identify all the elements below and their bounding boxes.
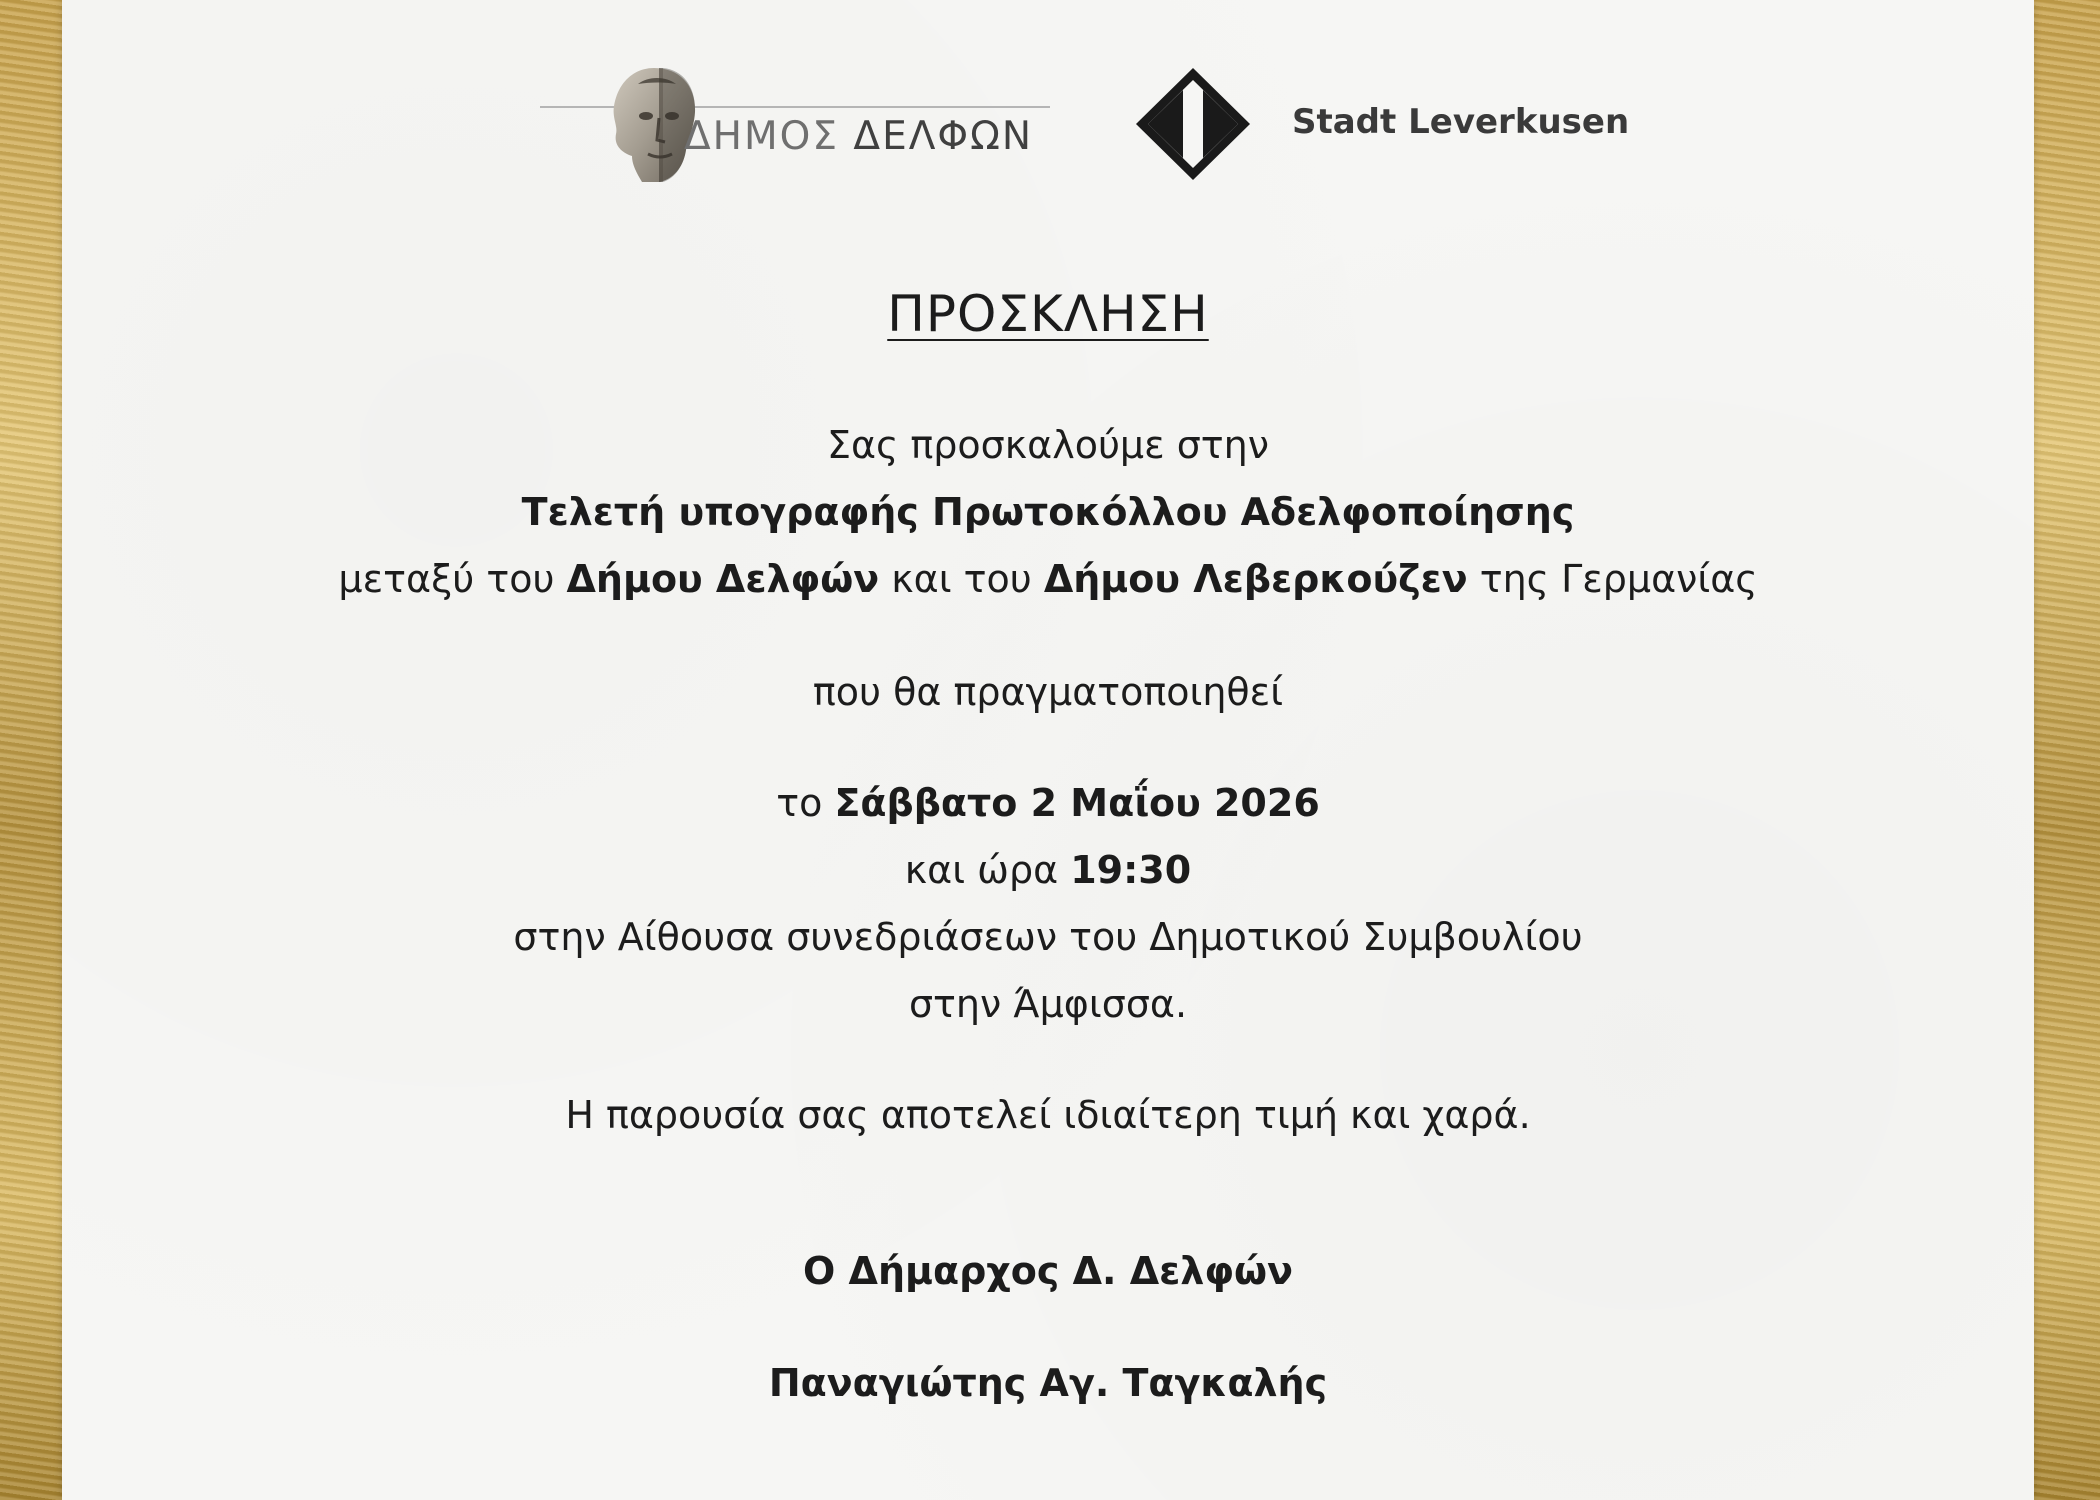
leverkusen-logo: [1134, 66, 1694, 182]
venue-line: στην Αίθουσα συνεδριάσεων του Δημοτικού Συμβουλίου: [513, 915, 1583, 959]
between-mid: και του: [879, 557, 1044, 601]
event-line: [62, 490, 2034, 534]
time-value: 19:30: [1070, 848, 1192, 892]
invitation-card: [62, 0, 2034, 1500]
closing-line: Η παρουσία σας αποτελεί ιδιαίτερη τιμή και χαρά.: [565, 1093, 1531, 1137]
will-take-place-line: που θα πραγματοποιηθεί: [812, 670, 1284, 714]
signature-role: [62, 1249, 2034, 1293]
gold-border-left: [0, 0, 62, 1500]
signature-role-text: Ο Δήμαρχος Δ. Δελφών: [803, 1249, 1293, 1293]
signature-name-text: Παναγιώτης Αγ. Ταγκαλής: [768, 1361, 1328, 1405]
between-pre: μεταξύ του: [338, 557, 567, 601]
invitation-title: ΠΡΟΣΚΛΗΣΗ: [887, 285, 1209, 343]
delphi-municipality-logo: [540, 62, 1115, 190]
date-pre: το: [776, 781, 835, 825]
time-pre: και ώρα: [904, 848, 1071, 892]
delphi-logo-name: ΔΕΛΦΩΝ: [853, 114, 1034, 159]
time-line: [62, 848, 2034, 892]
signature-name: [62, 1361, 2034, 1405]
gold-border-right: [2034, 0, 2100, 1500]
event-name: Τελετή υπογραφής Πρωτοκόλλου Αδελφοποίησης: [521, 490, 1575, 534]
leverkusen-logo-text: Stadt Leverkusen: [1292, 102, 1630, 142]
between-delphi: Δήμου Δελφών: [566, 557, 880, 601]
delphi-logo-prefix: ΔΗΜΟΣ: [684, 114, 854, 159]
between-post: της Γερμανίας: [1467, 557, 1758, 601]
date-line: [62, 781, 2034, 825]
between-leverkusen: Δήμου Λεβερκούζεν: [1043, 557, 1468, 601]
delphi-logo-text: [684, 114, 1033, 159]
between-line: [62, 557, 2034, 601]
place-line: στην Άμφισσα.: [908, 982, 1188, 1026]
intro-line: Σας προσκαλούμε στην: [826, 423, 1269, 467]
leverkusen-emblem-icon: [1134, 66, 1252, 182]
date-value: Σάββατο 2 Μαΐου 2026: [834, 781, 1320, 825]
